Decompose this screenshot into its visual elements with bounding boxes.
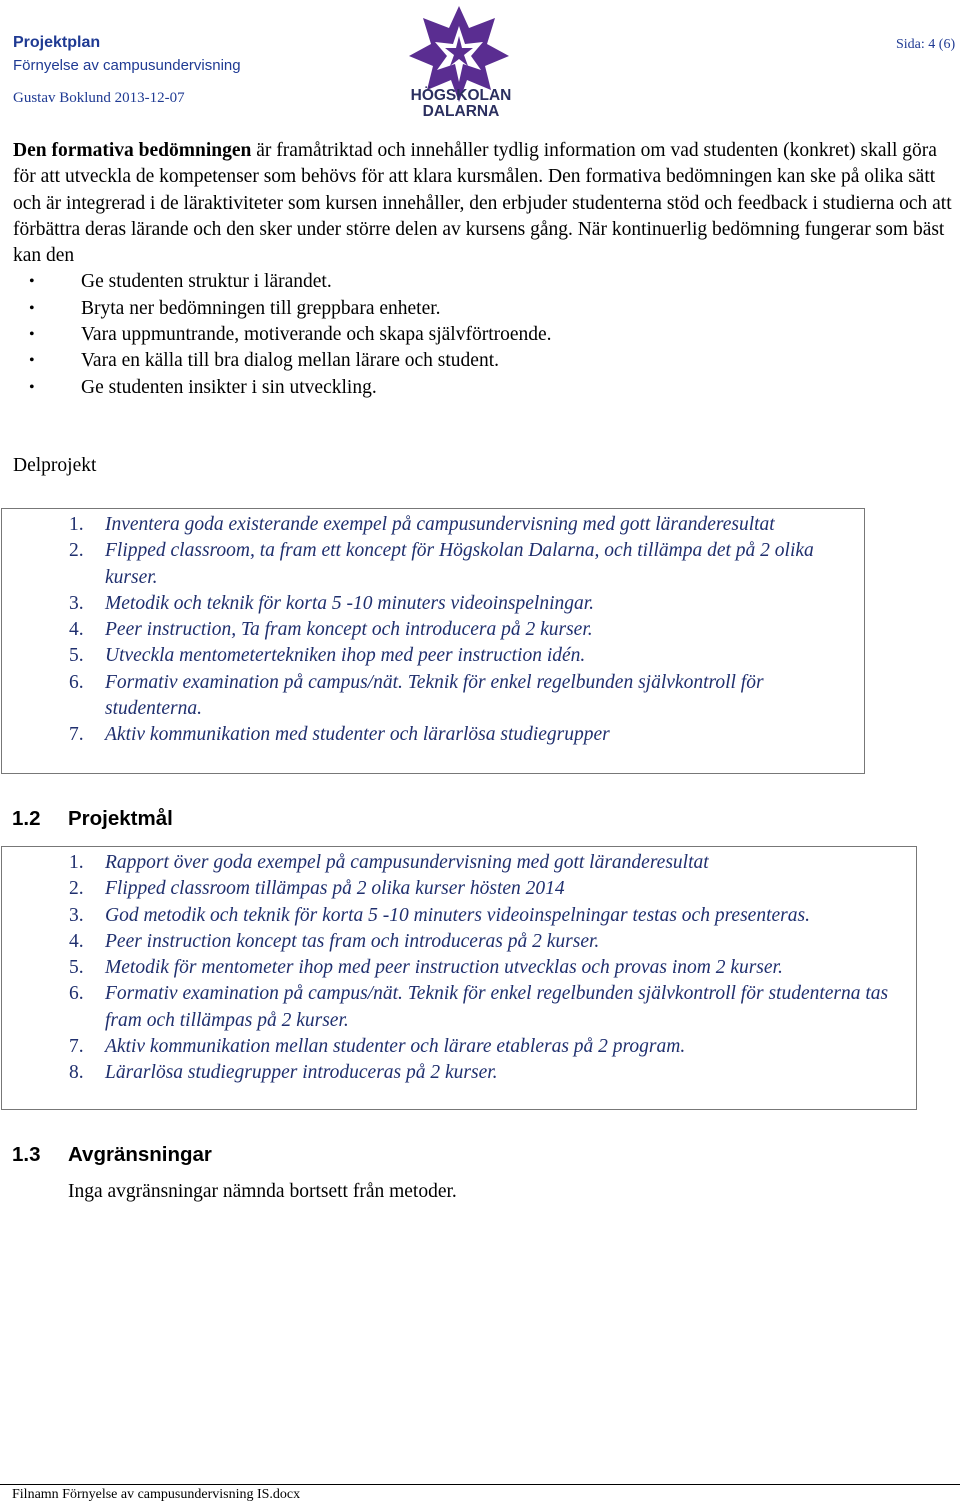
list-item [2,1034,916,1060]
list-item: • Ge studenten insikter i sin utveckling. [13,375,953,401]
page-number: Sida: 4 (6) [896,37,956,52]
list-item [2,1060,916,1086]
list-item-number: 7. [69,724,84,746]
intro-bullet-list [13,269,953,400]
list-item-text: Metodik för mentometer ihop med peer instruction utvecklas och provas inom 2 kurser. [105,957,783,979]
list-item-number: 5. [69,957,84,979]
list-item [2,512,864,538]
list-item [2,850,916,876]
list-item-number: 4. [69,930,84,952]
list-item: • Vara en källa till bra dialog mellan lärare och student. [13,348,953,374]
list-item: • Bryta ner bedömningen till greppbara enheter. [13,296,953,322]
list-item-text: Peer instruction koncept tas fram och introduceras på 2 kurser. [105,930,600,952]
header-title: Projektplan [13,34,101,51]
section-title: Avgränsningar [68,1143,212,1166]
list-item: • Vara uppmuntrande, motiverande och skapa självförtroende. [13,322,953,348]
footer-filename: Filnamn Förnyelse av campusundervisning IS.docx [12,1487,301,1502]
footer-divider [0,1484,960,1485]
list-item-number: 2. [69,878,84,900]
list-item-text: Inventera goda existerande exempel på campusundervisning med gott läranderesultat [105,514,775,535]
projektmal-list [2,850,916,1087]
list-item-number: 6. [69,671,84,693]
list-item-text: Rapport över goda exempel på campusundervisning med gott läranderesultat [105,852,709,873]
list-item [2,722,864,748]
avgransningar-heading [12,1143,212,1167]
list-item-number: 7. [69,1036,84,1058]
intro-paragraph [13,138,953,269]
list-item-number: 1. [69,852,84,873]
list-item-text: Flipped classroom tillämpas på 2 olika kurser hösten 2014 [105,878,565,900]
list-item-number: 5. [69,645,84,667]
header-subtitle: Förnyelse av campusundervisning [13,57,241,74]
list-item [2,876,916,902]
list-item-text: God metodik och teknik för korta 5 -10 minuters videoinspelningar testas och presenteras. [105,904,810,926]
list-item [2,955,916,981]
list-item-text: Aktiv kommunikation mellan studenter och lärare etableras på 2 program. [105,1036,686,1058]
section-title: Projektmål [68,807,173,830]
list-item [2,903,916,929]
list-item-number: 2. [69,540,84,562]
hogskolan-dalarna-logo [405,4,517,118]
intro-bold-lead: Den formativa bedömningen [13,140,252,161]
list-item-text: Aktiv kommunikation med studenter och lärarlösa studiegrupper [105,724,610,746]
projektmal-box [1,846,917,1110]
delprojekt-list [2,512,864,749]
list-item [2,617,864,643]
list-item-number: 3. [69,592,84,614]
list-item: • Ge studenten struktur i lärandet. [13,269,953,295]
list-item [2,538,864,591]
delprojekt-heading: Delprojekt [13,455,97,476]
list-item-text: Formativ examination på campus/nät. Teknik för enkel regelbunden självkontroll för studenterna tas fram och tillämpas på 2 kurser. [105,983,889,1031]
list-item-text: Utveckla mentometertekniken ihop med peer instruction idén. [105,645,586,667]
list-item-text: Flipped classroom, ta fram ett koncept för Högskolan Dalarna, och tillämpa det på 2 olika kurser. [105,540,814,588]
delprojekt-box [1,508,865,774]
list-item-text: Lärarlösa studiegrupper introduceras på 2 kurser. [105,1062,498,1084]
list-item [2,591,864,617]
intro-section [13,138,953,401]
header-author-date: Gustav Boklund 2013-12-07 [13,90,185,106]
section-number: 1.2 [12,807,41,830]
logo-text-line2: DALARNA [422,103,500,118]
list-item-number: 4. [69,619,84,641]
projektmal-heading [12,807,173,831]
section-number: 1.3 [12,1143,41,1166]
list-item-number: 6. [69,983,84,1005]
list-item [2,670,864,723]
list-item-text: Formativ examination på campus/nät. Teknik för enkel regelbunden självkontroll för studenterna. [105,671,764,720]
list-item [2,643,864,669]
list-item-text: Metodik och teknik för korta 5 -10 minuters videoinspelningar. [105,592,595,614]
list-item [2,929,916,955]
avgransningar-text: Inga avgränsningar nämnda bortsett från metoder. [68,1181,457,1202]
list-item [2,981,916,1034]
logo-text-line1: HÖGSKOLAN [410,87,512,104]
list-item-number: 3. [69,904,84,926]
list-item-text: Peer instruction, Ta fram koncept och introducera på 2 kurser. [105,619,593,641]
intro-text: är framåtriktad och innehåller tydlig information om vad studenten (konkret) skall göra för att utveckla de kompetenser som behövs för att klara kursmålen. Den formativa bedömningen kan ske på olika sätt och är integrerad i de läraktiviteter som kursen innehåller, den erbjuder studenterna stöd och feedback i studierna och att förbättra deras lärande och den sker under större delen av kursens gång. När kontinuerlig bedömning fungerar som bäst kan den [13,140,952,267]
list-item-number: 8. [69,1062,84,1084]
list-item-number: 1. [69,514,84,535]
